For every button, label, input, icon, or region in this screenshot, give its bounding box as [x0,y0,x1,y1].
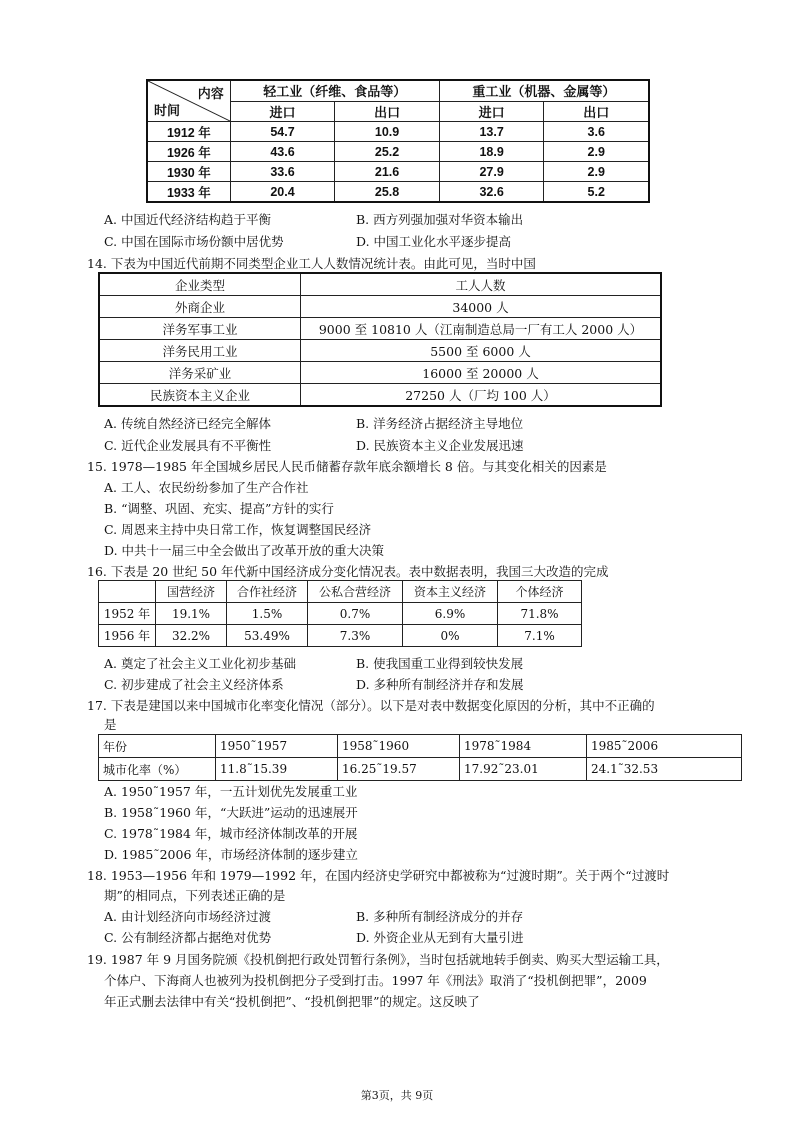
option-c[interactable]: C. 公有制经济都占据绝对优势 [104,930,272,945]
option-d[interactable]: D. 民族资本主义企业发展迅速 [356,438,524,453]
table-row [147,182,649,203]
type-cell: 民族资本主义企业 [99,384,301,407]
count-cell: 16000 至 20000 人 [301,362,662,384]
option-a[interactable]: A. 奠定了社会主义工业化初步基础 [104,656,296,671]
value-cell: 7.3% [308,625,403,647]
period-cell: 1950˜1957 [216,735,338,758]
rate-cell: 11.8˜15.39 [216,758,338,781]
value-cell: 43.6 [230,142,335,162]
option-d[interactable]: D. 中共十一届三中全会做出了改革开放的重大决策 [104,543,385,558]
value-cell: 13.7 [439,122,544,142]
table-row [147,122,649,142]
trade-table [146,79,650,203]
option-d[interactable]: D. 多种所有制经济并存和发展 [356,677,524,692]
period-cell: 1985˜2006 [587,735,742,758]
option-a[interactable]: A. 中国近代经济结构趋于平衡 [104,212,271,227]
value-cell: 32.6 [439,182,544,203]
year-cell: 1930 年 [147,162,230,182]
value-cell: 0% [403,625,498,647]
type-cell: 洋务军事工业 [99,318,301,340]
table-corner-cell [147,80,230,122]
value-cell: 21.6 [335,162,440,182]
rate-cell: 24.1˜32.53 [587,758,742,781]
option-a[interactable]: A. 1950˜1957 年，一五计划优先发展重工业 [104,784,358,799]
question-14-stem: 14. 下表为中国近代前期不同类型企业工人人数情况统计表。由此可见，当时中国 [87,256,536,271]
header-cell: 个体经济 [498,581,582,603]
value-cell: 5.2 [544,182,649,203]
type-cell: 外商企业 [99,296,301,318]
header-cell: 公私合营经济 [308,581,403,603]
table-row [99,625,582,647]
count-cell: 27250 人（厂均 100 人） [301,384,662,407]
value-cell: 0.7% [308,603,403,625]
option-c[interactable]: C. 近代企业发展具有不平衡性 [104,438,272,453]
type-cell: 洋务民用工业 [99,340,301,362]
corner-bottom-label: 时间 [154,104,181,119]
option-d[interactable]: D. 1985˜2006 年，市场经济体制的逐步建立 [104,847,358,862]
table-row [147,162,649,182]
table-row [99,384,661,407]
option-b[interactable]: B. 多种所有制经济成分的并存 [356,909,524,924]
option-c[interactable]: C. 1978˜1984 年，城市经济体制改革的开展 [104,826,358,841]
value-cell: 3.6 [544,122,649,142]
value-cell: 54.7 [230,122,335,142]
value-cell: 53.49% [227,625,308,647]
option-b[interactable]: B. 洋务经济占据经济主导地位 [356,416,524,431]
sub-header: 进口 [230,101,335,122]
option-d[interactable]: D. 外资企业从无到有大量引进 [356,930,524,945]
light-industry-header: 轻工业（纤维、食品等） [230,80,439,101]
value-cell: 6.9% [403,603,498,625]
option-b[interactable]: B. “调整、巩固、充实、提高”方针的实行 [104,501,334,516]
question-19-stem-cont: 个体户、下海商人也被列为投机倒把分子受到打击。1997 年《刑法》取消了“投机倒把罪”，2009 [104,973,647,988]
value-cell: 18.9 [439,142,544,162]
option-b[interactable]: B. 西方列强加强对华资本输出 [356,212,524,227]
type-cell: 洋务采矿业 [99,362,301,384]
year-cell: 1952 年 [99,603,156,625]
period-cell: 1958˜1960 [338,735,460,758]
value-cell: 33.6 [230,162,335,182]
value-cell: 32.2% [156,625,227,647]
option-a[interactable]: A. 由计划经济向市场经济过渡 [104,909,271,924]
value-cell: 71.8% [498,603,582,625]
question-19-stem: 19. 1987 年 9 月国务院颁《投机倒把行政处罚暂行条例》，当时包括就地转手倒卖、购买大型运输工具， [87,952,669,967]
value-cell: 1.5% [227,603,308,625]
header-cell: 国营经济 [156,581,227,603]
table-row [147,142,649,162]
option-b[interactable]: B. 使我国重工业得到较快发展 [356,656,524,671]
option-c[interactable]: C. 中国在国际市场份额中居优势 [104,234,284,249]
question-17-stem-cont: 是 [104,717,117,732]
option-c[interactable]: C. 周恩来主持中央日常工作，恢复调整国民经济 [104,522,372,537]
value-cell: 20.4 [230,182,335,203]
value-cell: 25.8 [335,182,440,203]
corner-top-label: 内容 [197,87,224,102]
table-row [99,735,742,758]
option-a[interactable]: A. 传统自然经济已经完全解体 [104,416,271,431]
year-cell: 1956 年 [99,625,156,647]
header-cell: 资本主义经济 [403,581,498,603]
header-cell: 合作社经济 [227,581,308,603]
value-cell: 2.9 [544,142,649,162]
economy-table [98,580,582,647]
table-row [99,318,661,340]
option-d[interactable]: D. 中国工业化水平逐步提高 [356,234,512,249]
table-row [99,296,661,318]
label-cell: 年份 [99,735,216,758]
year-cell: 1912 年 [147,122,230,142]
option-a[interactable]: A. 工人、农民纷纷参加了生产合作社 [104,480,309,495]
value-cell: 2.9 [544,162,649,182]
question-18-stem-cont: 期”的相同点，下列表述正确的是 [104,888,286,903]
value-cell: 10.9 [335,122,440,142]
urbanization-table [98,734,742,781]
header-cell: 工人人数 [301,273,662,296]
label-cell: 城市化率（%） [99,758,216,781]
count-cell: 34000 人 [301,296,662,318]
value-cell: 19.1% [156,603,227,625]
worker-table [98,272,662,407]
count-cell: 5500 至 6000 人 [301,340,662,362]
value-cell: 25.2 [335,142,440,162]
table-row [99,603,582,625]
table-row [99,758,742,781]
count-cell: 9000 至 10810 人（江南制造总局一厂有工人 2000 人） [301,318,662,340]
option-b[interactable]: B. 1958˜1960 年，“大跃进”运动的迅速展开 [104,805,358,820]
question-17-stem: 17. 下表是建国以来中国城市化率变化情况（部分）。以下是对表中数据变化原因的分析，其中不正确的 [87,698,655,713]
year-cell: 1933 年 [147,182,230,203]
option-c[interactable]: C. 初步建成了社会主义经济体系 [104,677,284,692]
table-row [99,362,661,384]
heavy-industry-header: 重工业（机器、金属等） [439,80,649,101]
table-row [99,340,661,362]
header-cell: 企业类型 [99,273,301,296]
question-16-stem: 16. 下表是 20 世纪 50 年代新中国经济成分变化情况表。表中数据表明，我国三大改造的完成 [87,564,609,579]
rate-cell: 17.92˜23.01 [460,758,587,781]
value-cell: 27.9 [439,162,544,182]
question-19-stem-cont: 年正式删去法律中有关“投机倒把”、“投机倒把罪”的规定。这反映了 [104,994,480,1009]
period-cell: 1978˜1984 [460,735,587,758]
sub-header: 进口 [439,101,544,122]
sub-header: 出口 [335,101,440,122]
question-18-stem: 18. 1953—1956 年和 1979—1992 年，在国内经济史学研究中都被称为“过渡时期”。关于两个“过渡时 [87,868,670,883]
question-15-stem: 15. 1978—1985 年全国城乡居民人民币储蓄存款年底余额增长 8 倍。与其变化相关的因素是 [87,459,607,474]
sub-header: 出口 [544,101,649,122]
rate-cell: 16.25˜19.57 [338,758,460,781]
header-cell [99,581,156,603]
year-cell: 1926 年 [147,142,230,162]
value-cell: 7.1% [498,625,582,647]
page-footer: 第3页，共 9页 [360,1089,434,1102]
